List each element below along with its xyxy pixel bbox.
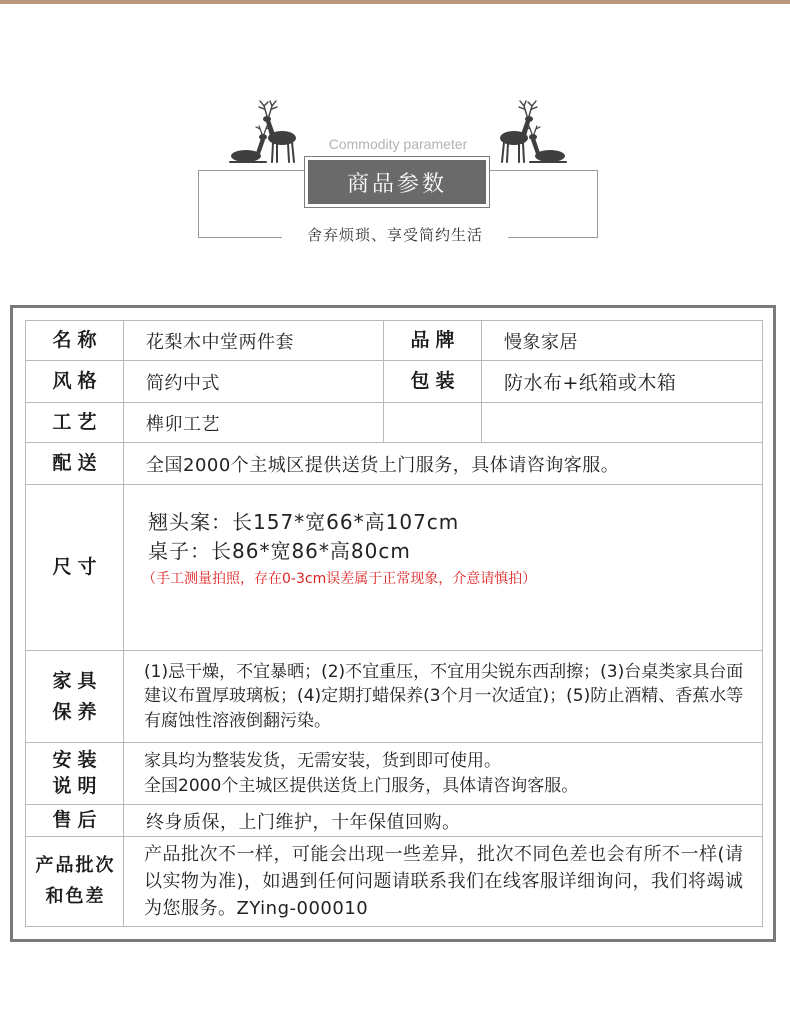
install-label: 安装 说明 [26,743,124,805]
deer-pair-right-icon [486,98,570,166]
style-label: 风格 [26,361,124,403]
care-value: (1)忌干燥，不宜暴晒；(2)不宜重压，不宜用尖锐东西刮擦；(3)台桌类家具台面建议布置厚玻璃板；(4)定期打蜡保养(3个月一次适宜)；(5)防止酒精、香蕉水等有腐蚀性溶液倒翻污染。 [124,651,763,743]
size-line-1: 翘头案：长157*宽66*高107cm [148,509,460,534]
page-title: 商品参数 [308,160,486,204]
table-row [26,403,763,443]
parameter-table [25,320,763,927]
table-row [26,485,763,651]
header-title-box [304,156,490,208]
table-row [26,805,763,837]
craft-label: 工艺 [26,403,124,443]
delivery-value: 全国2000个主城区提供送货上门服务，具体请咨询客服。 [124,443,763,485]
size-line-2: 桌子：长86*宽86*高80cm [148,538,411,563]
size-label: 尺寸 [26,485,124,651]
header-subtitle: 舍弃烦琐、享受简约生活 [306,226,483,244]
table-row [26,361,763,403]
batch-value: 产品批次不一样，可能会出现一些差异，批次不同色差也会有所不一样(请以实物为准)，如遇到任何问题请联系我们在线客服详细询问，我们将竭诚为您服务。ZYing-000010 [124,837,763,927]
packaging-value: 防水布+纸箱或木箱 [482,361,763,403]
craft-value: 榫卯工艺 [124,403,384,443]
table-row [26,321,763,361]
table-row [26,651,763,743]
deer-pair-left-icon [226,98,310,166]
care-label: 家具 保养 [26,651,124,743]
style-value: 简约中式 [124,361,384,403]
packaging-label: 包装 [384,361,482,403]
size-note: （手工测量拍照，存在0-3cm误差属于正常现象，介意请慎拍） [142,570,537,587]
size-value [124,485,763,651]
header-english-title: Commodity parameter [328,136,468,152]
top-decorative-strip [0,0,790,4]
brand-label: 品牌 [384,321,482,361]
table-row [26,443,763,485]
after-sales-label: 售后 [26,805,124,837]
table-row [26,743,763,805]
brand-value: 慢象家居 [482,321,763,361]
table-row [26,837,763,927]
install-value: 家具均为整装发货，无需安装，货到即可使用。 全国2000个主城区提供送货上门服务，具体请咨询客服。 [124,743,763,805]
delivery-label: 配送 [26,443,124,485]
name-value: 花梨木中堂两件套 [124,321,384,361]
name-label: 名称 [26,321,124,361]
batch-label: 产品批次 和色差 [26,837,124,927]
after-sales-value: 终身质保，上门维护，十年保值回购。 [124,805,763,837]
